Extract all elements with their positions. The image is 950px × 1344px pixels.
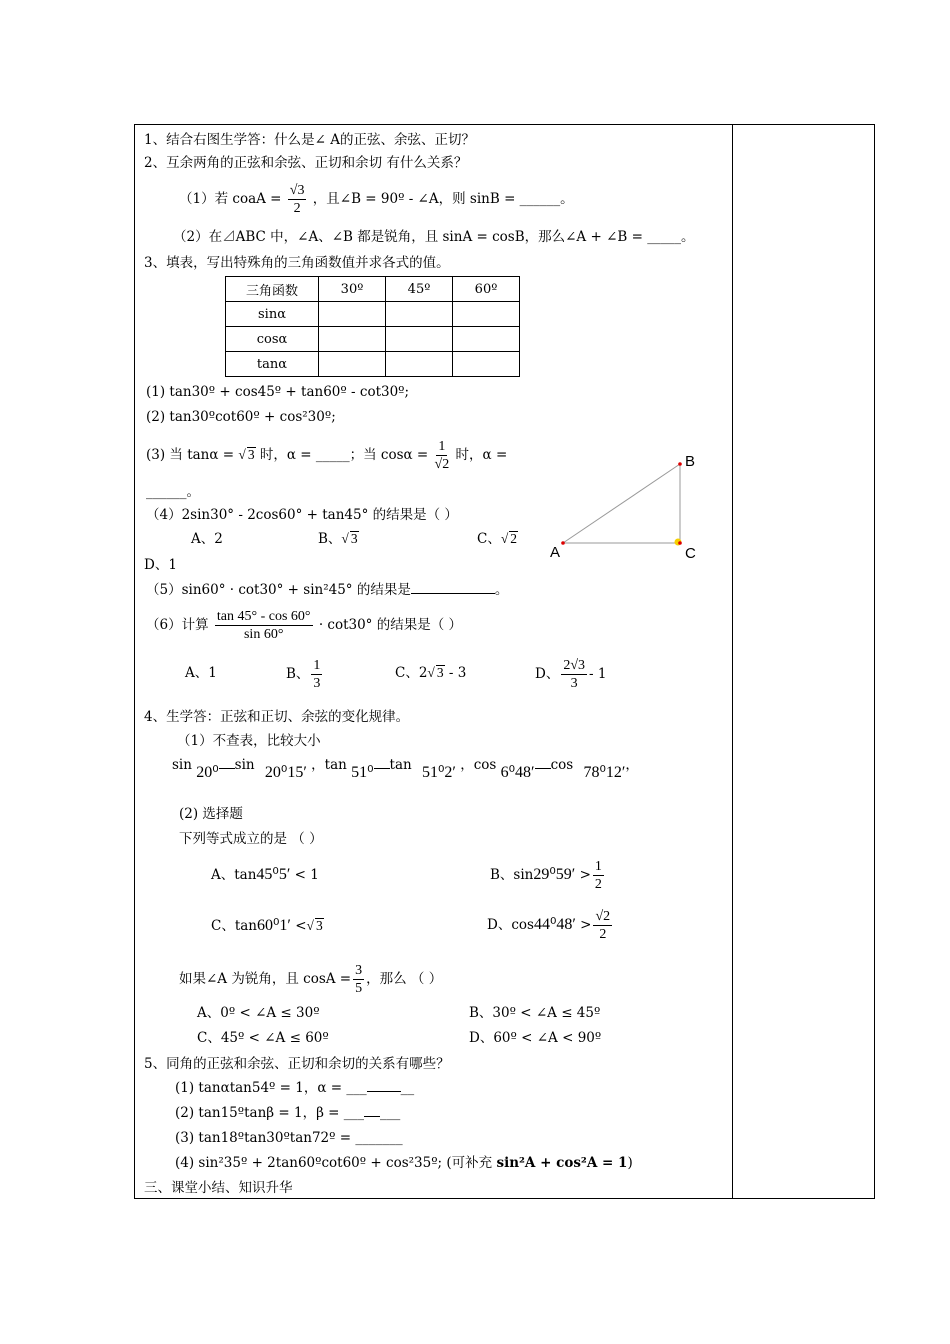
- frac-den: 2: [293, 201, 301, 216]
- angle: 6⁰48′: [500, 764, 535, 781]
- e6-d-suffix: - 1: [589, 666, 607, 682]
- func-text: ，cos: [460, 757, 497, 773]
- question-4-2: (2) 选择题: [179, 806, 243, 822]
- e4-option-b: [318, 531, 359, 547]
- lesson-table: [134, 124, 875, 1199]
- label-c: C: [685, 545, 696, 562]
- frac-den: 2: [599, 927, 607, 942]
- e5-text: （5）sin60° · cot30° + sin²45° 的结果是: [146, 582, 411, 598]
- blank-cell[interactable]: [386, 352, 453, 377]
- table-row: [226, 302, 520, 327]
- frac-num: 1: [313, 658, 321, 673]
- q5-4-text: (4) sin²35º + 2tan60ºcot60º + cos²35º; (可补充: [175, 1155, 493, 1171]
- q5-4-end: ): [627, 1155, 633, 1171]
- vertex-b-dot: [678, 462, 682, 466]
- angle: 60⁰1′: [257, 917, 291, 934]
- range-option-b: B、30º < ∠A ≤ 45º: [469, 1005, 601, 1021]
- sqrt3: √ 3: [238, 447, 255, 462]
- e4-option-a: A、2: [191, 531, 223, 547]
- angle: 44⁰48′: [533, 916, 576, 933]
- question-4: 4、生学答：正弦和正切、余弦的变化规律。: [144, 709, 410, 725]
- exercise-5: [146, 582, 508, 598]
- e4-c-label: C、: [477, 531, 501, 547]
- exercise-6: [146, 609, 462, 642]
- question-5-2: [175, 1105, 400, 1121]
- exercise-3-continued: ______。: [146, 484, 200, 500]
- func-text: cos: [550, 757, 574, 773]
- fraction-sqrt2-over-2: [593, 909, 612, 942]
- opt-tail: >: [579, 867, 591, 883]
- opt-label: C、tan: [211, 918, 257, 934]
- blank-cell[interactable]: [453, 352, 520, 377]
- option-a: [211, 867, 319, 883]
- angle: 29⁰59′: [533, 866, 576, 883]
- e4-option-c: [477, 531, 518, 547]
- question-4-1: （1）不查表，比较大小: [177, 733, 321, 749]
- e6-option-d: [535, 658, 606, 691]
- sqrt2: √ 2: [500, 531, 518, 546]
- q2-1-prefix: （1）若 coaA =: [179, 191, 282, 207]
- angle: 51⁰2′: [422, 764, 456, 781]
- frac-num: √3: [289, 183, 305, 198]
- option-b: [490, 859, 606, 892]
- e6-c-suffix: - 3: [448, 665, 467, 681]
- exercise-1: (1) tan30º + cos45º + tan60º - cot30º;: [146, 384, 410, 400]
- question-1: 1、结合右图生学答：什么是∠ A的正弦、余弦、正切？: [144, 132, 475, 148]
- e6-prefix: （6）计算: [146, 617, 209, 633]
- answer-blank[interactable]: [219, 768, 235, 769]
- radicand: 3: [315, 918, 323, 933]
- exercise-3: [146, 439, 507, 472]
- angle: 51⁰: [351, 764, 374, 781]
- frac-den: 2: [594, 877, 602, 892]
- angle: 45⁰5′: [256, 866, 291, 883]
- e3-middle: 时，α = _____；当 cosα =: [259, 447, 429, 463]
- question-5: 5、同角的正弦和余弦、正切和余切的关系有哪些？: [144, 1056, 450, 1072]
- opt-label: D、cos: [487, 917, 534, 933]
- e3-suffix: 时，α =: [455, 447, 508, 463]
- question-2: 2、互余两角的正弦和余弦、正切和余切 有什么关系？: [144, 155, 468, 171]
- blank-cell[interactable]: [386, 302, 453, 327]
- frac-num: tan 45° - cos 60°: [216, 609, 311, 624]
- question-3: 3、填表，写出特殊角的三角函数值并求各式的值。: [144, 255, 450, 271]
- frac-den: 3: [570, 676, 578, 691]
- range-option-a: A、0º < ∠A ≤ 30º: [197, 1005, 320, 1021]
- angle: 78⁰12′: [583, 764, 626, 781]
- identity-bold: sin²A + cos²A = 1: [496, 1155, 628, 1171]
- exercise-4: （4）2sin30° - 2cos60° + tan45° 的结果是（ ）: [146, 507, 458, 523]
- triangle-figure: [545, 447, 725, 562]
- frac-num: 3: [355, 963, 363, 978]
- func-text: tan: [389, 757, 412, 773]
- row-label: tanα: [226, 352, 319, 377]
- option-c: [211, 918, 324, 934]
- opt-label: B、sin: [490, 867, 534, 883]
- blank-cell[interactable]: [386, 327, 453, 352]
- fraction-1-over-2: [593, 859, 604, 892]
- opt-tail: < 1: [294, 867, 319, 883]
- question-4-3: [179, 963, 442, 996]
- frac-num: 1: [594, 859, 602, 874]
- fraction-1-over-3: [311, 658, 322, 691]
- column-divider: [732, 125, 733, 1198]
- e6-b-label: B、: [286, 666, 310, 682]
- vertex-c-dot: [678, 541, 682, 545]
- header-cell: 三角函数: [226, 277, 319, 302]
- q5-1-text: (1) tanαtan54º = 1，α = ___: [175, 1080, 367, 1096]
- sqrt3: √ 3: [341, 531, 358, 546]
- table-row: [226, 352, 520, 377]
- opt-tail: >: [580, 917, 592, 933]
- e6-c-label: C、2: [395, 665, 428, 681]
- q4-3-suffix: ，那么 （ ）: [366, 971, 443, 987]
- e6-d-label: D、: [535, 666, 560, 682]
- func-text: ，tan: [311, 757, 347, 773]
- frac-den: sin 60°: [243, 627, 284, 642]
- e6-option-c: [395, 665, 466, 681]
- vertex-a-dot: [561, 541, 565, 545]
- blank-cell[interactable]: [319, 327, 386, 352]
- question-2-2: （2）在⊿ABC 中，∠A、∠B 都是锐角，且 sinA = cosB，那么∠A + ∠B = _____。: [173, 229, 695, 245]
- e4-option-d: D、1: [144, 557, 177, 573]
- sqrt3: √ 3: [306, 918, 323, 933]
- radicand: 2: [510, 531, 518, 546]
- e6-option-b: [286, 658, 324, 691]
- q5-2-text: (2) tan15ºtanβ = 1，β = ___: [175, 1105, 365, 1121]
- func-text: ，: [625, 757, 639, 773]
- answer-blank[interactable]: [411, 593, 495, 594]
- question-4-2-stem: 下列等式成立的是 （ ）: [179, 831, 323, 847]
- table-header-row: [226, 277, 520, 302]
- fraction-2sqrt3-over-3: [561, 658, 587, 691]
- answer-blank[interactable]: [367, 1091, 401, 1092]
- fraction-3-over-5: [353, 963, 364, 996]
- label-a: A: [550, 544, 561, 561]
- frac-num: 1: [438, 439, 446, 454]
- angle: 20⁰: [196, 764, 219, 781]
- frac-den: 3: [313, 676, 321, 691]
- frac-den: √2: [434, 457, 450, 472]
- fraction-expression: [215, 609, 313, 642]
- q2-1-suffix: ，且∠B = 90º - ∠A，则 sinB = ______。: [312, 191, 574, 207]
- question-5-4: [175, 1155, 633, 1171]
- func-text: sin: [234, 757, 255, 773]
- row-label: sinα: [226, 302, 319, 327]
- e6-option-a: A、1: [185, 665, 217, 681]
- answer-blank[interactable]: [364, 1116, 380, 1117]
- opt-label: A、tan: [211, 867, 257, 883]
- angle: 20⁰15′: [264, 764, 307, 781]
- e6-suffix: · cot30° 的结果是（ ）: [318, 617, 463, 633]
- exercise-2: (2) tan30ºcot60º + cos²30º;: [146, 409, 336, 425]
- question-2-1: [179, 183, 574, 216]
- e3-prefix: (3) 当 tanα =: [146, 447, 235, 463]
- header-cell: 30º: [319, 277, 386, 302]
- radicand: 3: [350, 531, 358, 546]
- opt-tail: <: [295, 918, 307, 934]
- answer-blank[interactable]: [374, 768, 390, 769]
- blank-cell[interactable]: [453, 302, 520, 327]
- table-row: [226, 327, 520, 352]
- answer-blank[interactable]: [535, 768, 551, 769]
- q4-3-prefix: 如果∠A 为锐角，且 cosA =: [179, 971, 352, 987]
- trig-value-table: [225, 276, 520, 377]
- q5-1-end: __: [400, 1080, 415, 1096]
- range-option-c: C、45º < ∠A ≤ 60º: [197, 1030, 329, 1046]
- question-5-3: (3) tan18ºtan30ºtan72º = _______: [175, 1130, 403, 1146]
- frac-num: 2√3: [563, 658, 586, 673]
- func-text: sin: [172, 757, 192, 773]
- label-b: B: [685, 453, 696, 470]
- radicand: 3: [247, 447, 255, 462]
- compare-row: [172, 757, 639, 793]
- header-cell: 45º: [386, 277, 453, 302]
- blank-cell[interactable]: [319, 352, 386, 377]
- frac-den: 5: [355, 981, 363, 996]
- range-option-d: D、60º < ∠A < 90º: [469, 1030, 602, 1046]
- header-cell: 60º: [453, 277, 520, 302]
- fraction-sqrt3-over-2: [288, 183, 307, 216]
- summary: 三、课堂小结、知识升华: [144, 1180, 293, 1196]
- radicand: 3: [436, 665, 444, 680]
- fraction-1-over-sqrt2: [435, 439, 450, 472]
- sqrt3: √ 3: [427, 665, 444, 680]
- e4-b-label: B、: [318, 531, 342, 547]
- question-5-1: [175, 1080, 414, 1096]
- frac-num: √2: [595, 909, 611, 924]
- blank-cell[interactable]: [319, 302, 386, 327]
- q5-2-end: ___: [380, 1105, 401, 1121]
- triangle-svg: [545, 447, 725, 562]
- blank-cell[interactable]: [453, 327, 520, 352]
- option-d: [487, 909, 614, 942]
- row-label: cosα: [226, 327, 319, 352]
- e5-end: 。: [494, 582, 509, 598]
